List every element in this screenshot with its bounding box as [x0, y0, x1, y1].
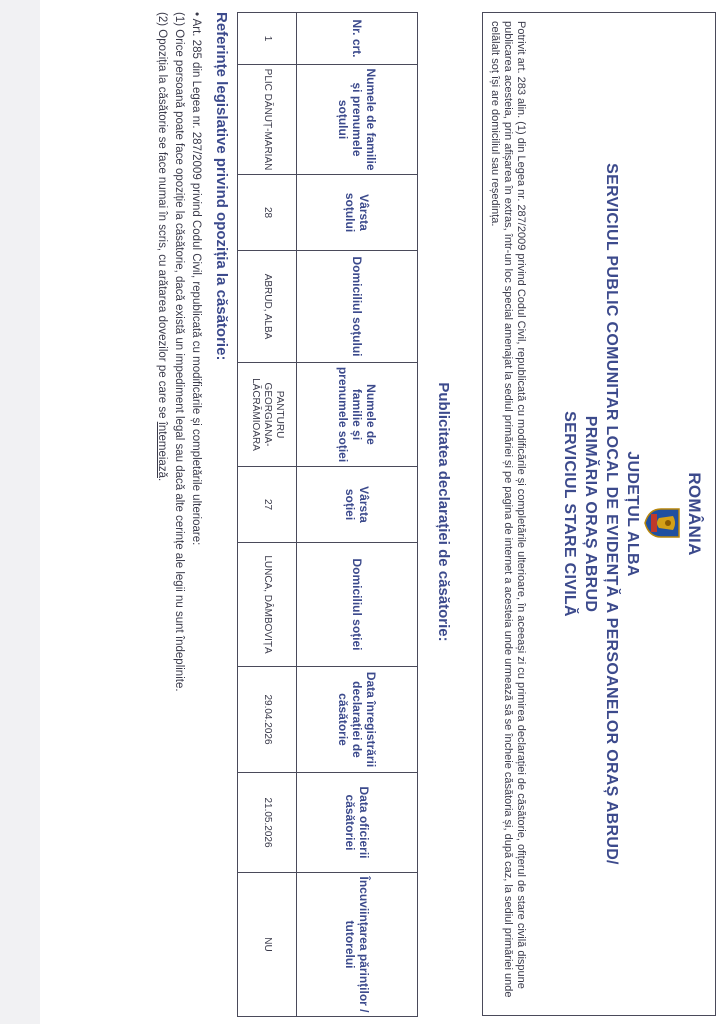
reference-article-line: • Art. 285 din Legea nr. 287/2009 privind Codul Civil, republicată cu modificările și completările ulterioare:	[190, 12, 202, 546]
coat-of-arms-icon	[643, 505, 683, 541]
references-title: Referințe legislative privind opoziția la căsătorie:	[213, 12, 230, 361]
cell-marriage-date: 21.05.2026	[238, 773, 297, 873]
header-cell-parental-consent: Încuviințarea părinților / tutorelui	[297, 873, 418, 1017]
header-cell-wife-domicile: Domiciliul soției	[297, 543, 418, 667]
marriage-declaration-table	[237, 12, 418, 1017]
cell-parental-consent: NU	[238, 873, 297, 1017]
header-titles-lower	[559, 13, 643, 1015]
header-cell-wife-name: Numele de familie și prenumele soției	[297, 363, 418, 467]
header-cell-nr: Nr. crt.	[297, 13, 418, 65]
cell-wife-domicile: LUNCA, DÂMBOVIȚA	[238, 543, 297, 667]
header-box	[482, 12, 716, 1016]
section-title: Publicitatea declarației de căsătorie:	[435, 382, 452, 642]
header-titles	[684, 13, 705, 1015]
city-hall-title: PRIMĂRIA ORAȘ ABRUD	[582, 415, 599, 613]
cell-wife-name: PANTURU GEORGIANA-LĂCRĂMIOARA	[238, 363, 297, 467]
legal-references	[152, 12, 230, 1012]
civil-status-title: SERVICIUL STARE CIVILĂ	[561, 411, 578, 617]
county-title: JUDEȚUL ALBA	[624, 451, 641, 577]
header-cell-husband-domicile: Domiciliul soțului	[297, 251, 418, 363]
service-title: SERVICIUL PUBLIC COMUNITAR LOCAL DE EVIDENȚĂ A PERSOANELOR ORAȘ ABRUD/	[603, 163, 620, 865]
header-cell-marriage-date: Data oficierii căsătoriei	[297, 773, 418, 873]
cell-husband-domicile: ABRUD, ALBA	[238, 251, 297, 363]
cell-nr: 1	[238, 13, 297, 65]
reference-paragraph-1: (1) Orice persoană poate face opoziție la căsătorie, dacă există un impediment legal sau dacă alte cerințe ale legii nu sunt îndeplinite.	[173, 12, 185, 692]
cell-husband-age: 28	[238, 175, 297, 251]
country-title: ROMÂNIA	[685, 472, 704, 556]
reference-period: .	[156, 477, 168, 482]
cell-husband-name: PLIC DĂNUȚ-MARIAN	[238, 65, 297, 175]
page-bottom-shade	[0, 0, 40, 1024]
table-header-row	[297, 13, 418, 1017]
header-cell-registration-date: Data înregistrării declarației de căsătorie	[297, 667, 418, 773]
header-cell-husband-name: Numele de familie și prenumele soțului	[297, 65, 418, 175]
intro-paragraph: Potrivit art. 283 alin. (1) din Legea nr. 287/2009 privind Codul Civil, republicată cu modificările și completările ulterioare, în aceeași zi cu primirea declarației de căsătorie, ofițerul de stare civilă dispune publicarea acesteia, prin afișarea în extras, într-un loc special amenajat la sediul primăriei și pe pagina de internet a acesteia unde urmează să se încheie căsătoria și, după caz, la sediul primăriei unde celălalt soț își are domiciliul sau reședința.	[489, 21, 527, 998]
table-row	[238, 13, 297, 1017]
reference-underlined-word: întemeiază	[156, 421, 168, 478]
header-cell-husband-age: Vârsta soțului	[297, 175, 418, 251]
reference-paragraph-2	[154, 12, 169, 1012]
reference-paragraph-2-text: (2) Opoziția la căsătorie se face numai în scris, cu arătarea dovezilor pe care se	[156, 12, 168, 422]
header-cell-wife-age: Vârsta soției	[297, 467, 418, 543]
cell-registration-date: 29.04.2026	[238, 667, 297, 773]
cell-wife-age: 27	[238, 467, 297, 543]
